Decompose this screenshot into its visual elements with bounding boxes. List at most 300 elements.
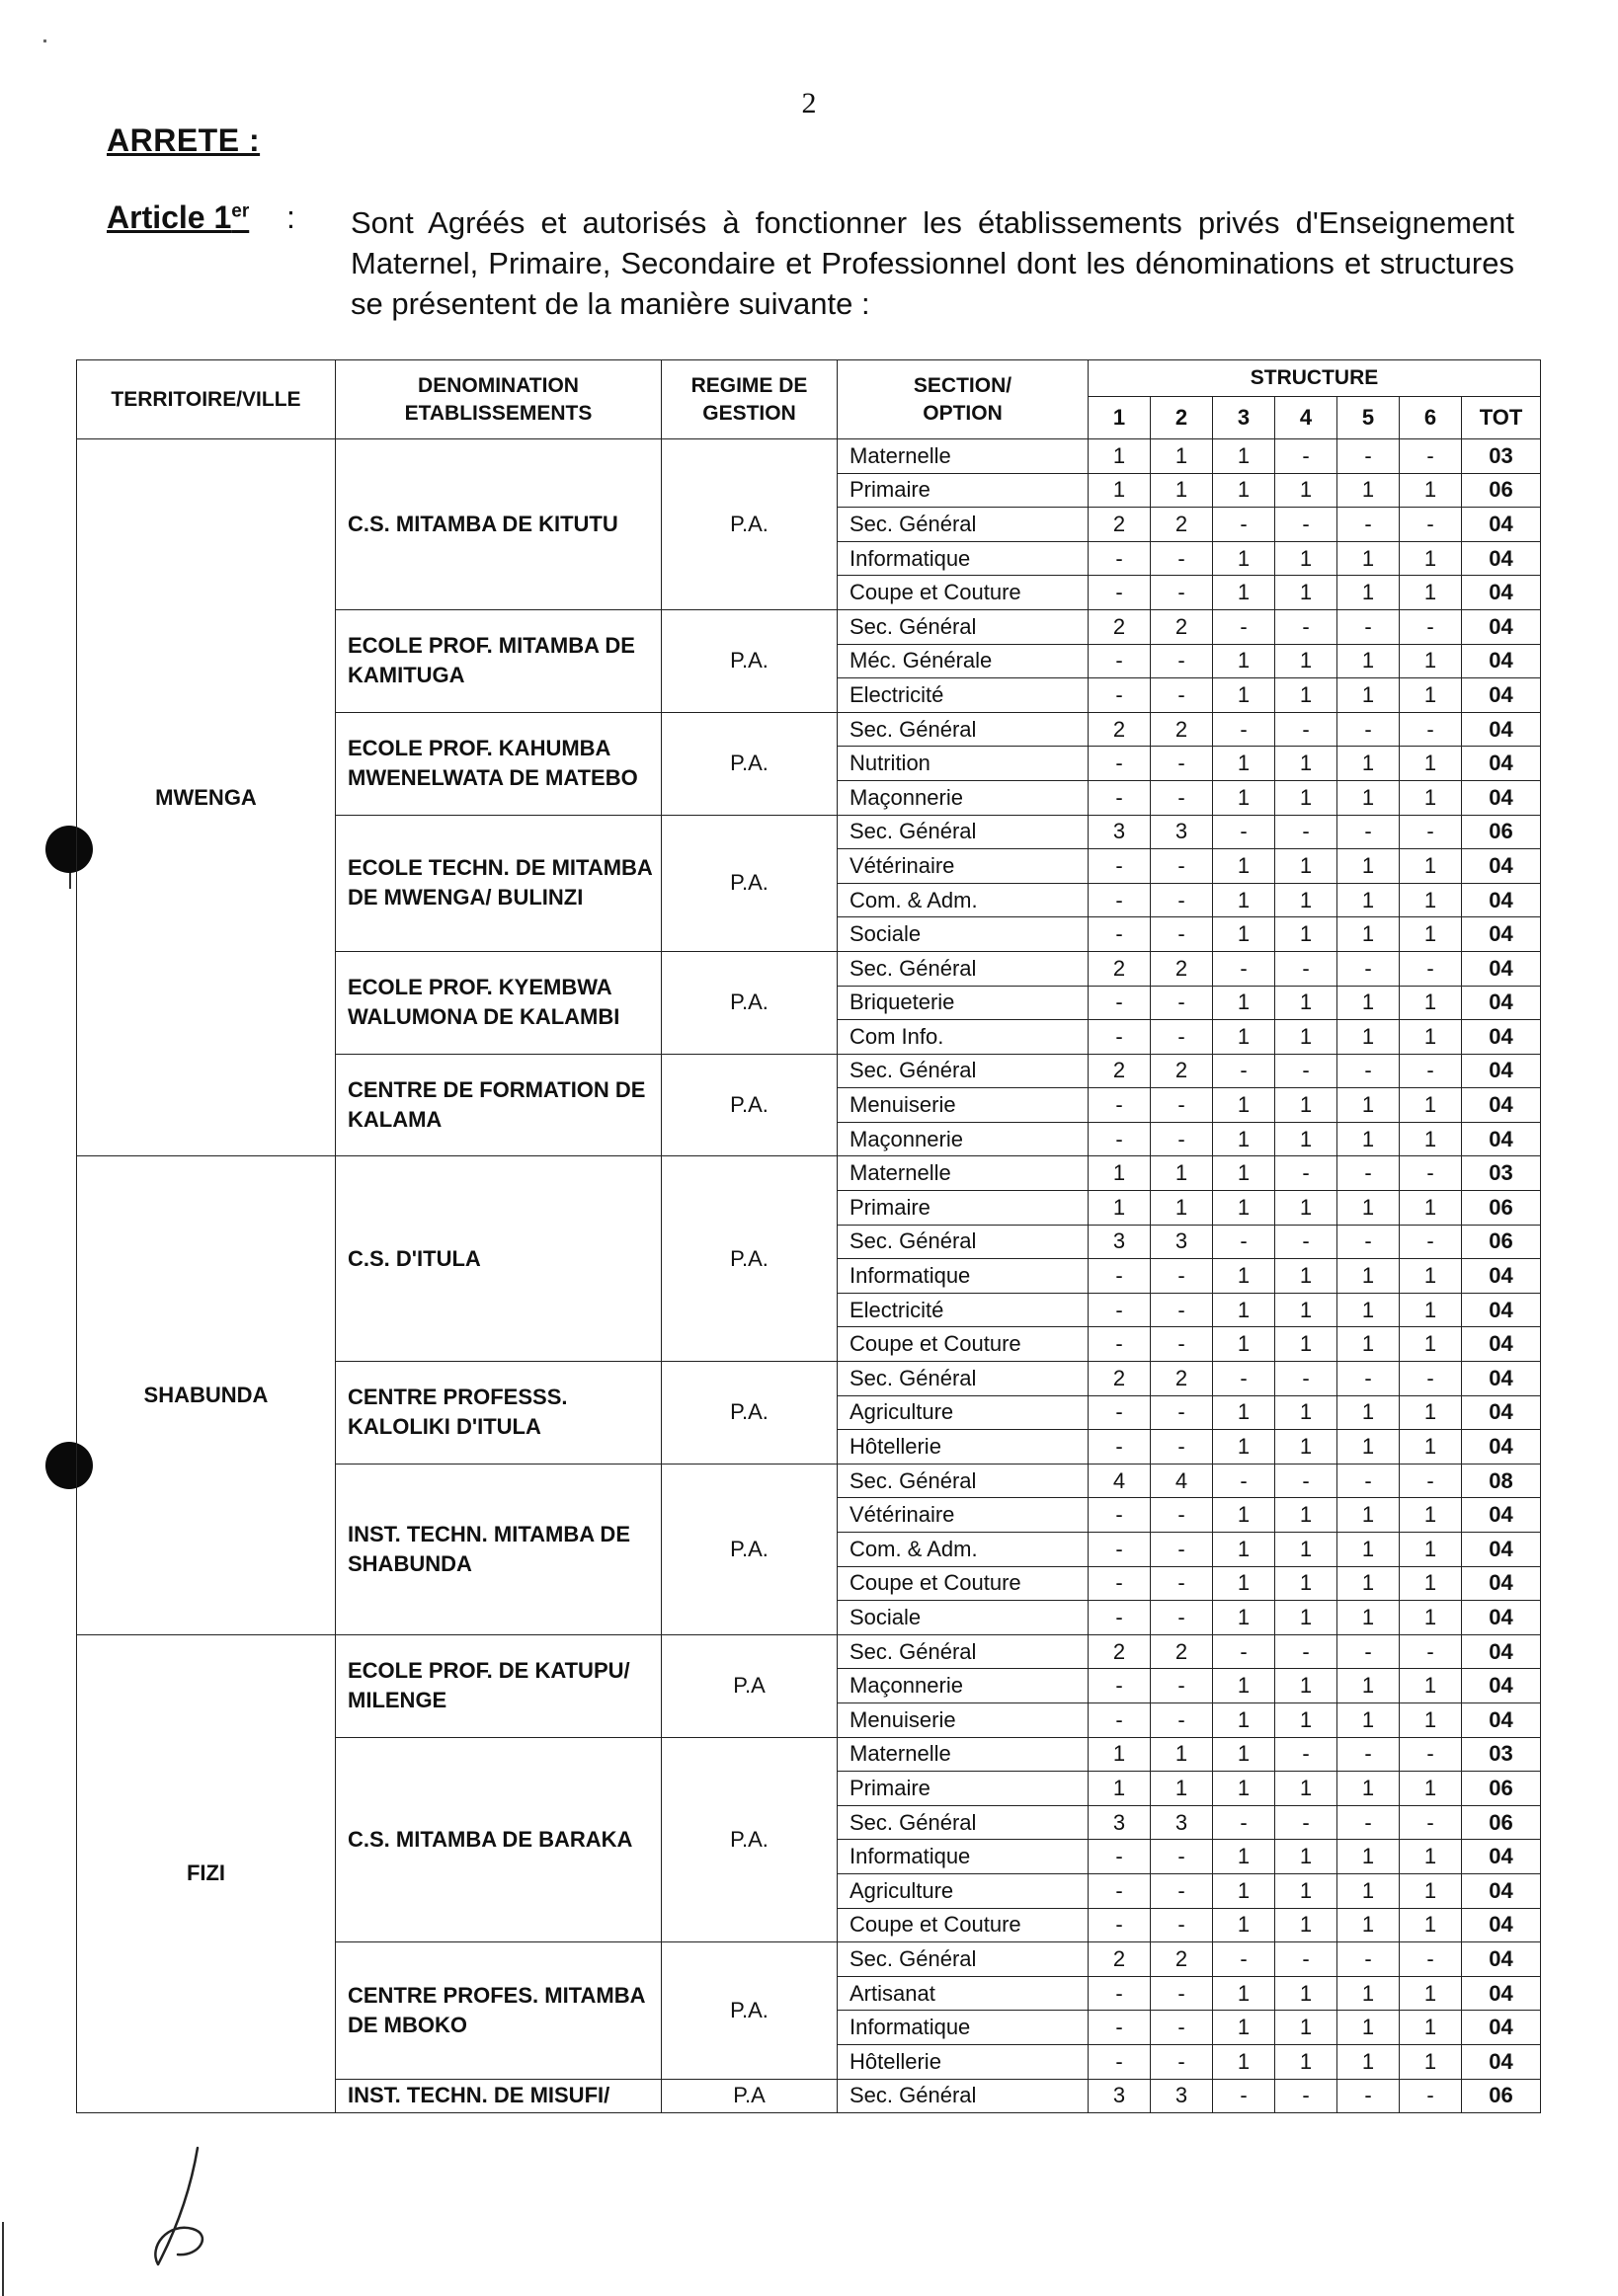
structure-cell: 3 xyxy=(1151,1225,1213,1259)
structure-cell: 1 xyxy=(1337,1566,1400,1601)
section-option: Artisanat xyxy=(838,1976,1089,2011)
structure-cell: - xyxy=(1337,951,1400,986)
structure-cell: 1 xyxy=(1400,1122,1462,1156)
total-cell: 04 xyxy=(1462,1122,1541,1156)
structure-cell: 1 xyxy=(1400,473,1462,508)
structure-cell: 4 xyxy=(1151,1464,1213,1498)
regime-cell: P.A. xyxy=(662,1464,838,1634)
structure-cell: 1 xyxy=(1275,747,1337,781)
structure-cell: 1 xyxy=(1400,576,1462,610)
total-cell: 04 xyxy=(1462,2011,1541,2045)
structure-cell: 1 xyxy=(1275,883,1337,917)
structure-cell: - xyxy=(1337,439,1400,474)
section-option: Coupe et Couture xyxy=(838,1327,1089,1362)
structure-cell: 1 xyxy=(1337,1908,1400,1942)
structure-cell: 4 xyxy=(1089,1464,1151,1498)
structure-cell: 1 xyxy=(1337,986,1400,1020)
header-structure: STRUCTURE xyxy=(1089,360,1541,397)
structure-cell: - xyxy=(1213,2079,1275,2113)
structure-cell: - xyxy=(1213,815,1275,849)
section-option: Sec. Général xyxy=(838,1464,1089,1498)
establishment-name: ECOLE TECHN. DE MITAMBA DE MWENGA/ BULINZI xyxy=(336,815,662,951)
regime-cell: P.A. xyxy=(662,712,838,815)
structure-cell: - xyxy=(1089,576,1151,610)
structure-cell: 1 xyxy=(1213,644,1275,678)
structure-cell: - xyxy=(1275,1464,1337,1498)
regime-cell: P.A. xyxy=(662,1054,838,1156)
structure-cell: 3 xyxy=(1089,1805,1151,1840)
structure-cell: 1 xyxy=(1337,1259,1400,1294)
structure-cell: - xyxy=(1151,1908,1213,1942)
structure-cell: - xyxy=(1400,1737,1462,1772)
structure-cell: - xyxy=(1275,1156,1337,1191)
section-option: Maternelle xyxy=(838,1737,1089,1772)
structure-cell: 1 xyxy=(1337,2044,1400,2079)
total-cell: 04 xyxy=(1462,1533,1541,1567)
section-option: Sec. Général xyxy=(838,1362,1089,1396)
structure-cell: - xyxy=(1400,1156,1462,1191)
structure-cell: 1 xyxy=(1400,1908,1462,1942)
total-cell: 04 xyxy=(1462,951,1541,986)
structure-cell: - xyxy=(1337,1942,1400,1977)
structure-cell: - xyxy=(1089,1669,1151,1703)
structure-cell: - xyxy=(1089,1088,1151,1123)
structure-cell: 1 xyxy=(1400,1601,1462,1635)
article-label xyxy=(107,199,249,236)
structure-cell: 1 xyxy=(1337,678,1400,713)
structure-cell: - xyxy=(1400,1805,1462,1840)
structure-cell: 2 xyxy=(1151,609,1213,644)
structure-cell: - xyxy=(1275,1805,1337,1840)
header-col-2: 2 xyxy=(1151,397,1213,439)
structure-cell: 1 xyxy=(1337,1088,1400,1123)
structure-cell: 1 xyxy=(1337,576,1400,610)
structure-cell: - xyxy=(1400,2079,1462,2113)
structure-cell: 1 xyxy=(1400,1566,1462,1601)
structure-cell: 1 xyxy=(1400,1088,1462,1123)
total-cell: 04 xyxy=(1462,1362,1541,1396)
total-cell: 04 xyxy=(1462,1634,1541,1669)
section-option: Sec. Général xyxy=(838,1225,1089,1259)
structure-cell: 1 xyxy=(1213,1669,1275,1703)
structure-cell: - xyxy=(1151,541,1213,576)
scan-speck xyxy=(43,40,46,42)
structure-cell: - xyxy=(1151,747,1213,781)
structure-cell: 1 xyxy=(1337,1327,1400,1362)
structure-cell: 3 xyxy=(1089,815,1151,849)
section-option: Maçonnerie xyxy=(838,1669,1089,1703)
structure-cell: - xyxy=(1337,1054,1400,1088)
arrete-heading: ARRETE : xyxy=(107,122,261,158)
structure-cell: 1 xyxy=(1275,1702,1337,1737)
header-regime: REGIME DE GESTION xyxy=(662,360,838,439)
table-row xyxy=(77,1156,1541,1191)
structure-cell: - xyxy=(1151,644,1213,678)
structure-cell: 2 xyxy=(1089,712,1151,747)
structure-cell: 1 xyxy=(1275,644,1337,678)
page-number: 2 xyxy=(801,87,817,119)
section-option: Méc. Générale xyxy=(838,644,1089,678)
structure-cell: - xyxy=(1089,1498,1151,1533)
total-cell: 04 xyxy=(1462,1702,1541,1737)
establishment-name: CENTRE PROFESSS. KALOLIKI D'ITULA xyxy=(336,1362,662,1465)
section-option: Coupe et Couture xyxy=(838,576,1089,610)
structure-cell: 1 xyxy=(1400,1533,1462,1567)
structure-cell: - xyxy=(1337,815,1400,849)
structure-cell: - xyxy=(1151,780,1213,815)
regime-cell: P.A. xyxy=(662,439,838,610)
structure-cell: 1 xyxy=(1275,1259,1337,1294)
table-body xyxy=(77,439,1541,2113)
structure-cell: 1 xyxy=(1275,1566,1337,1601)
structure-cell: 2 xyxy=(1151,1942,1213,1977)
structure-cell: - xyxy=(1275,1634,1337,1669)
structure-cell: 1 xyxy=(1213,1566,1275,1601)
structure-cell: - xyxy=(1213,1634,1275,1669)
structure-cell: 3 xyxy=(1151,1805,1213,1840)
article-label-sup: er xyxy=(231,200,250,222)
structure-cell: - xyxy=(1089,1873,1151,1908)
total-cell: 06 xyxy=(1462,1772,1541,1806)
total-cell: 04 xyxy=(1462,1020,1541,1055)
structure-cell: 1 xyxy=(1275,1840,1337,1874)
structure-cell: - xyxy=(1089,1840,1151,1874)
total-cell: 06 xyxy=(1462,1191,1541,1226)
structure-cell: 1 xyxy=(1337,1772,1400,1806)
structure-cell: 1 xyxy=(1275,1498,1337,1533)
structure-cell: 1 xyxy=(1213,473,1275,508)
structure-cell: 1 xyxy=(1337,1395,1400,1430)
total-cell: 04 xyxy=(1462,609,1541,644)
structure-cell: - xyxy=(1089,678,1151,713)
structure-cell: 1 xyxy=(1400,1395,1462,1430)
structure-cell: 1 xyxy=(1213,1737,1275,1772)
structure-cell: 1 xyxy=(1213,883,1275,917)
structure-cell: 1 xyxy=(1275,1908,1337,1942)
structure-cell: - xyxy=(1151,576,1213,610)
structure-cell: 1 xyxy=(1275,1122,1337,1156)
establishment-name: C.S. MITAMBA DE BARAKA xyxy=(336,1737,662,1942)
header-territoire: TERRITOIRE/VILLE xyxy=(77,360,336,439)
structure-cell: - xyxy=(1151,2044,1213,2079)
total-cell: 08 xyxy=(1462,1464,1541,1498)
structure-cell: - xyxy=(1089,986,1151,1020)
structure-cell: 2 xyxy=(1089,1942,1151,1977)
structure-cell: 1 xyxy=(1213,917,1275,952)
structure-cell: 1 xyxy=(1151,473,1213,508)
regime-cell: P.A. xyxy=(662,609,838,712)
section-option: Informatique xyxy=(838,2011,1089,2045)
total-cell: 04 xyxy=(1462,712,1541,747)
section-option: Electricité xyxy=(838,678,1089,713)
structure-cell: 1 xyxy=(1213,986,1275,1020)
total-cell: 04 xyxy=(1462,1840,1541,1874)
structure-cell: 1 xyxy=(1089,1156,1151,1191)
structure-cell: - xyxy=(1151,1566,1213,1601)
structure-cell: 1 xyxy=(1275,1430,1337,1465)
structure-cell: 1 xyxy=(1400,1873,1462,1908)
structure-cell: - xyxy=(1275,815,1337,849)
section-option: Sociale xyxy=(838,1601,1089,1635)
regime-cell: P.A xyxy=(662,1634,838,1737)
structure-cell: - xyxy=(1400,1634,1462,1669)
structure-cell: 1 xyxy=(1213,1088,1275,1123)
section-option: Agriculture xyxy=(838,1395,1089,1430)
regime-cell: P.A. xyxy=(662,1942,838,2079)
structure-cell: 2 xyxy=(1089,1634,1151,1669)
structure-cell: - xyxy=(1337,1464,1400,1498)
total-cell: 04 xyxy=(1462,986,1541,1020)
article-label-text: Article 1 xyxy=(107,199,232,235)
structure-cell: - xyxy=(1151,1088,1213,1123)
structure-cell: 1 xyxy=(1337,780,1400,815)
structure-cell: 1 xyxy=(1337,1601,1400,1635)
section-option: Maternelle xyxy=(838,439,1089,474)
structure-cell: 1 xyxy=(1400,917,1462,952)
structure-cell: 2 xyxy=(1151,508,1213,542)
section-option: Com. & Adm. xyxy=(838,1533,1089,1567)
structure-cell: 1 xyxy=(1400,986,1462,1020)
section-option: Sec. Général xyxy=(838,1634,1089,1669)
structure-cell: - xyxy=(1213,951,1275,986)
structure-cell: 1 xyxy=(1275,986,1337,1020)
structure-cell: - xyxy=(1400,1362,1462,1396)
section-option: Agriculture xyxy=(838,1873,1089,1908)
structure-cell: - xyxy=(1213,1362,1275,1396)
structure-cell: 1 xyxy=(1213,1702,1275,1737)
structure-cell: 1 xyxy=(1337,1122,1400,1156)
structure-cell: 1 xyxy=(1213,1327,1275,1362)
establishment-name: ECOLE PROF. KYEMBWA WALUMONA DE KALAMBI xyxy=(336,951,662,1054)
total-cell: 04 xyxy=(1462,1976,1541,2011)
section-option: Sec. Général xyxy=(838,712,1089,747)
table-row xyxy=(77,1634,1541,1669)
header-denomination: DENOMINATION ETABLISSEMENTS xyxy=(336,360,662,439)
structure-cell: 1 xyxy=(1400,883,1462,917)
structure-cell: - xyxy=(1089,1395,1151,1430)
section-option: Informatique xyxy=(838,1840,1089,1874)
establishment-name: ECOLE PROF. MITAMBA DE KAMITUGA xyxy=(336,609,662,712)
structure-cell: 1 xyxy=(1275,1293,1337,1327)
structure-cell: - xyxy=(1089,1122,1151,1156)
structure-cell: - xyxy=(1089,1702,1151,1737)
structure-cell: 1 xyxy=(1275,1601,1337,1635)
structure-cell: - xyxy=(1151,1601,1213,1635)
structure-cell: 1 xyxy=(1213,1533,1275,1567)
structure-cell: 1 xyxy=(1337,541,1400,576)
establishment-name: CENTRE DE FORMATION DE KALAMA xyxy=(336,1054,662,1156)
structure-cell: 1 xyxy=(1400,1498,1462,1533)
section-option: Primaire xyxy=(838,1772,1089,1806)
structure-cell: 3 xyxy=(1151,2079,1213,2113)
structure-cell: 1 xyxy=(1275,1327,1337,1362)
total-cell: 04 xyxy=(1462,849,1541,884)
structure-cell: 1 xyxy=(1400,678,1462,713)
regime-cell: P.A. xyxy=(662,1362,838,1465)
structure-cell: - xyxy=(1151,1976,1213,2011)
structure-cell: 1 xyxy=(1089,1772,1151,1806)
structure-cell: 1 xyxy=(1337,1498,1400,1533)
structure-cell: 1 xyxy=(1275,1020,1337,1055)
structure-cell: - xyxy=(1275,609,1337,644)
structure-cell: - xyxy=(1089,1293,1151,1327)
article-text: Sont Agréés et autorisés à fonctionner les établissements privés d'Enseignement Maternel, Primaire, Secondaire et Professionnel dont les dénominations et structures se présentent de la manière suivante : xyxy=(351,205,1514,321)
structure-cell: - xyxy=(1400,815,1462,849)
section-option: Sec. Général xyxy=(838,815,1089,849)
section-option: Primaire xyxy=(838,1191,1089,1226)
structure-cell: - xyxy=(1337,1225,1400,1259)
section-option: Sec. Général xyxy=(838,1054,1089,1088)
structure-cell: - xyxy=(1400,1225,1462,1259)
structure-cell: 1 xyxy=(1337,747,1400,781)
structure-cell: - xyxy=(1089,644,1151,678)
structure-cell: 1 xyxy=(1213,1430,1275,1465)
structure-cell: - xyxy=(1275,1362,1337,1396)
structure-cell: 1 xyxy=(1213,2044,1275,2079)
total-cell: 04 xyxy=(1462,780,1541,815)
structure-cell: - xyxy=(1089,1430,1151,1465)
total-cell: 04 xyxy=(1462,917,1541,952)
table-row xyxy=(77,439,1541,474)
structure-cell: 1 xyxy=(1400,849,1462,884)
structure-cell: 1 xyxy=(1213,1840,1275,1874)
establishment-name: ECOLE PROF. DE KATUPU/ MILENGE xyxy=(336,1634,662,1737)
total-cell: 04 xyxy=(1462,1942,1541,1977)
structure-cell: - xyxy=(1275,712,1337,747)
structure-cell: - xyxy=(1089,1566,1151,1601)
structure-cell: 1 xyxy=(1337,917,1400,952)
section-option: Hôtellerie xyxy=(838,2044,1089,2079)
structure-cell: 1 xyxy=(1337,1669,1400,1703)
structure-cell: 1 xyxy=(1275,541,1337,576)
structure-cell: - xyxy=(1089,780,1151,815)
structure-cell: - xyxy=(1213,1805,1275,1840)
establishment-name: INST. TECHN. MITAMBA DE SHABUNDA xyxy=(336,1464,662,1634)
total-cell: 06 xyxy=(1462,473,1541,508)
structure-cell: - xyxy=(1151,1327,1213,1362)
structure-cell: 1 xyxy=(1337,1702,1400,1737)
total-cell: 04 xyxy=(1462,2044,1541,2079)
structure-cell: 1 xyxy=(1151,1156,1213,1191)
structure-cell: 1 xyxy=(1275,1191,1337,1226)
structure-cell: 1 xyxy=(1400,2011,1462,2045)
structure-cell: 1 xyxy=(1213,1395,1275,1430)
structure-cell: - xyxy=(1151,1498,1213,1533)
structure-cell: - xyxy=(1089,1908,1151,1942)
section-option: Coupe et Couture xyxy=(838,1908,1089,1942)
structure-cell: 1 xyxy=(1337,1873,1400,1908)
structure-cell: - xyxy=(1151,1430,1213,1465)
structure-cell: 2 xyxy=(1151,712,1213,747)
structure-cell: 3 xyxy=(1089,1225,1151,1259)
structure-cell: - xyxy=(1151,986,1213,1020)
margin-line-bottom xyxy=(2,2222,4,2296)
structure-cell: 1 xyxy=(1213,576,1275,610)
structure-cell: - xyxy=(1089,849,1151,884)
structure-cell: - xyxy=(1089,2011,1151,2045)
structure-cell: 1 xyxy=(1337,644,1400,678)
structure-cell: 2 xyxy=(1151,1362,1213,1396)
structure-cell: 3 xyxy=(1151,815,1213,849)
structure-cell: 1 xyxy=(1275,1395,1337,1430)
total-cell: 04 xyxy=(1462,576,1541,610)
section-option: Maçonnerie xyxy=(838,780,1089,815)
structure-cell: 1 xyxy=(1337,1976,1400,2011)
total-cell: 04 xyxy=(1462,1259,1541,1294)
regime-cell: P.A. xyxy=(662,951,838,1054)
structure-cell: 1 xyxy=(1213,1156,1275,1191)
structure-cell: 1 xyxy=(1337,1430,1400,1465)
structure-cell: - xyxy=(1337,1634,1400,1669)
structure-cell: - xyxy=(1337,1362,1400,1396)
section-option: Sec. Général xyxy=(838,1942,1089,1977)
structure-cell: 1 xyxy=(1213,1191,1275,1226)
structure-cell: - xyxy=(1275,951,1337,986)
total-cell: 06 xyxy=(1462,815,1541,849)
structure-cell: - xyxy=(1337,1805,1400,1840)
structure-cell: - xyxy=(1213,1942,1275,1977)
header-col-4: 4 xyxy=(1275,397,1337,439)
structure-cell: 1 xyxy=(1089,439,1151,474)
structure-cell: 1 xyxy=(1337,473,1400,508)
structure-cell: - xyxy=(1089,917,1151,952)
structure-cell: 1 xyxy=(1337,1533,1400,1567)
structure-cell: - xyxy=(1151,1702,1213,1737)
structure-cell: - xyxy=(1089,2044,1151,2079)
structure-cell: - xyxy=(1400,609,1462,644)
section-option: Coupe et Couture xyxy=(838,1566,1089,1601)
structure-cell: - xyxy=(1089,1327,1151,1362)
structure-cell: 1 xyxy=(1089,473,1151,508)
structure-cell: 1 xyxy=(1275,1533,1337,1567)
structure-cell: 1 xyxy=(1275,473,1337,508)
total-cell: 04 xyxy=(1462,1293,1541,1327)
structure-cell: 1 xyxy=(1400,1430,1462,1465)
structure-cell: - xyxy=(1089,1259,1151,1294)
total-cell: 06 xyxy=(1462,2079,1541,2113)
structure-cell: 1 xyxy=(1337,1840,1400,1874)
establishment-name: ECOLE PROF. KAHUMBA MWENELWATA DE MATEBO xyxy=(336,712,662,815)
structure-cell: - xyxy=(1337,508,1400,542)
structure-cell: 1 xyxy=(1400,2044,1462,2079)
section-option: Hôtellerie xyxy=(838,1430,1089,1465)
section-option: Menuiserie xyxy=(838,1702,1089,1737)
establishment-name: INST. TECHN. DE MISUFI/ xyxy=(336,2079,662,2113)
structure-cell: 1 xyxy=(1275,2011,1337,2045)
section-option: Sec. Général xyxy=(838,609,1089,644)
structure-cell: - xyxy=(1337,1156,1400,1191)
total-cell: 04 xyxy=(1462,1054,1541,1088)
regime-cell: P.A. xyxy=(662,1737,838,1942)
structure-cell: 1 xyxy=(1400,780,1462,815)
section-option: Nutrition xyxy=(838,747,1089,781)
establishment-name: C.S. MITAMBA DE KITUTU xyxy=(336,439,662,610)
header-col-3: 3 xyxy=(1213,397,1275,439)
structure-cell: 1 xyxy=(1400,1020,1462,1055)
structure-cell: 1 xyxy=(1337,1293,1400,1327)
signature xyxy=(138,2138,247,2276)
total-cell: 03 xyxy=(1462,1737,1541,1772)
structure-cell: 1 xyxy=(1151,1737,1213,1772)
establishment-name: CENTRE PROFES. MITAMBA DE MBOKO xyxy=(336,1942,662,2079)
structure-cell: - xyxy=(1151,1873,1213,1908)
structure-cell: 1 xyxy=(1213,849,1275,884)
article-colon: : xyxy=(286,199,295,235)
structure-cell: 1 xyxy=(1213,1976,1275,2011)
section-option: Primaire xyxy=(838,473,1089,508)
structure-cell: - xyxy=(1151,1259,1213,1294)
structure-cell: 2 xyxy=(1151,1054,1213,1088)
